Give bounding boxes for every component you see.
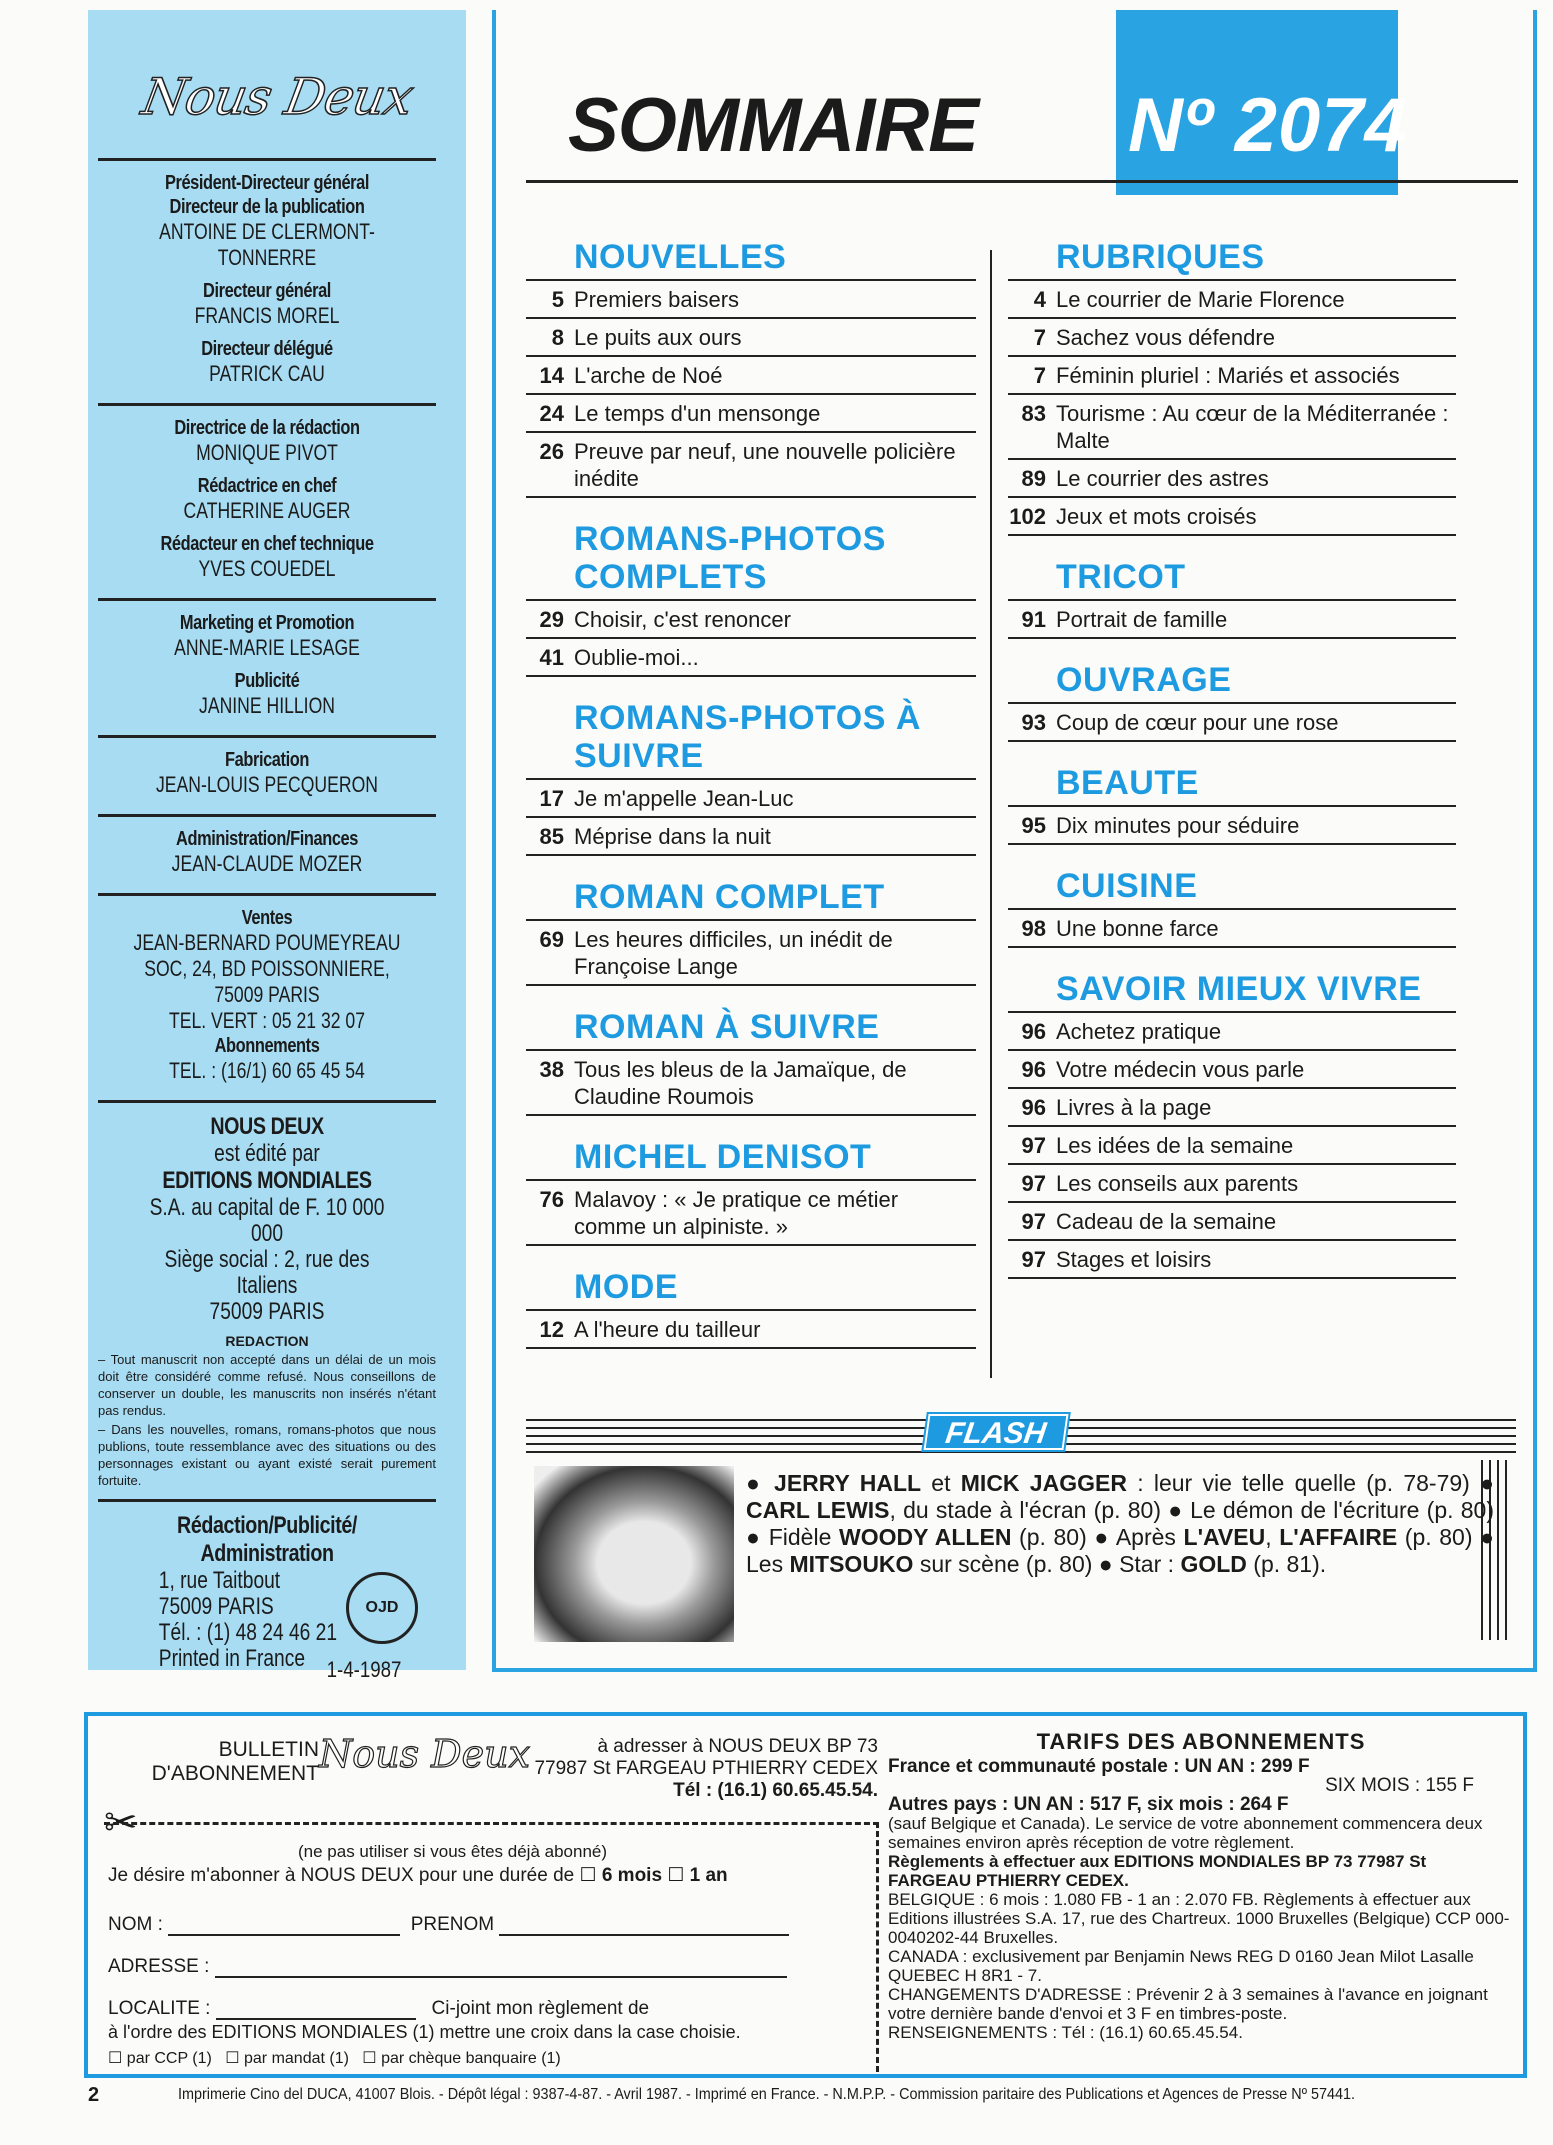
toc-entry (526, 601, 976, 639)
toc-entry-title: Premiers baisers (574, 287, 740, 312)
tarifs-block (888, 1729, 1514, 2042)
toc-entry-title: Choisir, c'est renoncer (574, 607, 791, 632)
logo (88, 68, 466, 138)
printed-in: Printed in France (158, 1645, 306, 1672)
ventes-address: SOC, 24, BD POISSONNIERE, 75009 PARIS (144, 956, 390, 1007)
toc-page-number: 7 (1033, 363, 1046, 388)
tarif-canada: CANADA : exclusivement par Benjamin News REG D 0160 Jean Milot Lasalle QUEBEC H 8R1 - 7. (888, 1947, 1474, 1985)
toc-section-heading: CUISINE (1056, 867, 1198, 905)
imprint-text: Imprimerie Cino del DUCA, 41007 Blois. - Dépôt légal : 9387-4-87. - Avril 1987. - Imprimé en France. - N.M.P.P. - Commission paritaire des Publications et Agences de Presse Nº 57441. (178, 2086, 1356, 2103)
tarif-france: France et communauté postale : UN AN : 299 F (888, 1756, 1310, 1777)
toc-entry-title: Une bonne farce (1056, 916, 1219, 941)
credit-name: JEAN-BERNARD POUMEYREAU (133, 930, 401, 955)
scissors-icon: ✂ (104, 1801, 138, 1845)
redaction-note: – Dans les nouvelles, romans, romans-photos que nous publions, toute ressemblance avec des situations ou des personnages existant ou ayant existé serait purement fortuite. (98, 1422, 436, 1488)
credit-role: Directeur délégué (201, 338, 333, 360)
toc-entry (1008, 1013, 1456, 1051)
toc-entry (526, 319, 976, 357)
flash-span: : leur vie telle quelle (p. 78-79) ● (1126, 1470, 1494, 1496)
toc-page-number: 41 (539, 645, 564, 670)
toc-right-column (1008, 238, 1456, 1301)
ventes-tel: TEL. VERT : 05 21 32 07 (168, 1008, 365, 1033)
flash-name: WOODY ALLEN (838, 1524, 1012, 1550)
toc-page-number: 97 (1021, 1209, 1046, 1234)
bulletin-title: BULLETIN D'ABONNEMENT (151, 1738, 319, 1785)
toc-section (1008, 764, 1456, 845)
address-line: 77987 St FARGEAU PTHIERRY CEDEX (534, 1758, 878, 1779)
checkbox-cheque[interactable]: ☐ (362, 2050, 377, 2067)
editor-block (98, 1100, 436, 1499)
toc-list (1008, 279, 1456, 536)
toc-entry (526, 921, 976, 986)
toc-entry (1008, 1089, 1456, 1127)
tarif-reglements: Règlements à effectuer aux EDITIONS MONDIALES BP 73 77987 St FARGEAU PTHIERRY CEDEX. (888, 1852, 1427, 1890)
toc-page-number: 96 (1021, 1057, 1046, 1082)
toc-entry-title: Votre médecin vous parle (1056, 1057, 1305, 1082)
credit-name: JANINE HILLION (199, 693, 335, 718)
redaction-title: REDACTION (225, 1333, 309, 1349)
toc-page-number: 95 (1021, 813, 1046, 838)
toc-section-heading: TRICOT (1056, 558, 1186, 596)
toc-entry-title: Coup de cœur pour une rose (1056, 710, 1339, 735)
toc-entry-title: Je m'appelle Jean-Luc (574, 786, 794, 811)
credit-group (98, 598, 436, 735)
toc-entry (1008, 601, 1456, 639)
editor-title: NOUS DEUX (210, 1113, 324, 1140)
toc-page-number: 76 (539, 1187, 564, 1212)
toc-section (526, 1268, 976, 1349)
toc-entry-title: Sachez vous défendre (1056, 325, 1275, 350)
nom-field[interactable] (168, 1934, 400, 1936)
credit-role: Ventes (241, 907, 293, 929)
toc-entry-title: Tous les bleus de la Jamaïque, de Claudine Roumois (574, 1057, 907, 1109)
toc-entry (1008, 807, 1456, 845)
toc-page-number: 14 (539, 363, 564, 388)
toc-entry (1008, 395, 1456, 460)
toc-entry (526, 1051, 976, 1116)
toc-entry (1008, 704, 1456, 742)
toc-entry-title: Stages et loisirs (1056, 1247, 1212, 1272)
toc-entry (1008, 1165, 1456, 1203)
toc-entry (526, 357, 976, 395)
toc-page-number: 89 (1021, 466, 1046, 491)
adresse-label: ADRESSE : (108, 1956, 210, 1977)
credit-role: Administration/Finances (176, 828, 358, 850)
toc-list (526, 1179, 976, 1246)
toc-entry (1008, 357, 1456, 395)
credit-name: ANTOINE DE CLERMONT-TONNERRE (159, 219, 375, 270)
toc-section-heading: ROMAN COMPLET (574, 878, 885, 916)
toc-entry-title: Le puits aux ours (574, 325, 742, 350)
flash-section (526, 1410, 1516, 1650)
credit-name: CATHERINE AUGER (183, 498, 351, 523)
flash-name: MITSOUKO (789, 1551, 914, 1577)
pay-cheque: par chèque banquaire (1) (381, 2050, 561, 2067)
toc-list (526, 778, 976, 856)
toc-page-number: 97 (1021, 1133, 1046, 1158)
flash-text: ● JERRY HALL et MICK JAGGER : leur vie telle quelle (p. 78-79) ● CARL LEWIS, du stade à l'écran (p. 80) ● Le démon de l'écriture (p. 80) ● Fidèle WOODY ALLEN (p. 80) ● Après L'AVEU, L'AFFAIRE (p. 80) ● Les MITSOUKO sur scène (p. 80) ● Star : GOLD (p. 81). (746, 1470, 1494, 1577)
adresse-field[interactable] (215, 1976, 787, 1978)
toc-page-number: 97 (1021, 1171, 1046, 1196)
toc-list (526, 599, 976, 677)
flash-badge: FLASH (923, 1414, 1068, 1450)
toc-entry (526, 1181, 976, 1246)
contents-panel (492, 10, 1537, 1672)
logo-text: Nous Deux (137, 68, 417, 126)
toc-page-number: 69 (539, 927, 564, 952)
admin-city: 75009 PARIS (158, 1593, 274, 1620)
flash-portrait-photo (534, 1466, 734, 1642)
credits (98, 158, 436, 1689)
desire-text: Je désire m'abonner à NOUS DEUX pour une durée de (108, 1865, 575, 1886)
toc-section (526, 520, 976, 677)
editor-city: 75009 PARIS (209, 1298, 325, 1325)
tarifs-title: TARIFS DES ABONNEMENTS (1036, 1729, 1366, 1754)
ojd-seal-icon (346, 1572, 418, 1644)
subscription-coupon (84, 1712, 1527, 2078)
toc-page-number: 96 (1021, 1019, 1046, 1044)
toc-entry (1008, 910, 1456, 948)
prenom-label: PRENOM (410, 1914, 495, 1935)
credit-role: Président-Directeur général (164, 172, 370, 194)
flash-name: JERRY HALL (774, 1470, 922, 1496)
cijoint-text: Ci-joint mon règlement de (431, 1998, 650, 2019)
ojd-label: OJD (365, 1599, 399, 1616)
payment-options (108, 2048, 561, 2068)
toc-section (526, 1008, 976, 1116)
prenom-field[interactable] (499, 1934, 789, 1936)
pay-ccp: par CCP (1) (126, 2050, 212, 2067)
toc-entry-title: Méprise dans la nuit (574, 824, 771, 849)
credit-role: Fabrication (225, 749, 309, 771)
credit-name: YVES COUEDEL (198, 556, 336, 581)
toc-section-heading: ROMANS-PHOTOS À SUIVRE (574, 699, 921, 775)
toc-entry (526, 281, 976, 319)
toc-entry-title: Jeux et mots croisés (1056, 504, 1257, 529)
flash-name: CARL LEWIS (746, 1497, 890, 1523)
toc-page-number: 102 (1009, 504, 1046, 529)
toc-entry (526, 818, 976, 856)
toc-entry (526, 433, 976, 498)
toc-section-heading: RUBRIQUES (1056, 238, 1265, 276)
credit-group (98, 893, 436, 1100)
admin-street: 1, rue Taitbout (158, 1567, 281, 1594)
toc-entry-title: Achetez pratique (1056, 1019, 1222, 1044)
toc-section-heading: BEAUTE (1056, 764, 1199, 802)
toc-section-heading: ROMANS-PHOTOS COMPLETS (574, 520, 886, 596)
toc-entry-title: Livres à la page (1056, 1095, 1212, 1120)
editor-name: EDITIONS MONDIALES (162, 1167, 372, 1194)
flash-name: L'AVEU (1183, 1524, 1266, 1550)
checkbox-mandat[interactable]: ☐ (225, 2050, 240, 2067)
credit-name: PATRICK CAU (209, 361, 325, 386)
editor-line: est édité par (214, 1140, 320, 1167)
credit-group (98, 403, 436, 598)
flash-span: sur scène (p. 80) ● Star : (913, 1551, 1181, 1577)
nom-row (108, 1914, 789, 1936)
toc-section-heading: MODE (574, 1268, 678, 1306)
toc-section-heading: ROMAN À SUIVRE (574, 1008, 880, 1046)
toc-list (1008, 908, 1456, 948)
page-title (568, 80, 1518, 180)
flash-span: (p. 80) ● Après (1011, 1524, 1184, 1550)
toc-page-number: 5 (551, 287, 564, 312)
credit-group (98, 735, 436, 814)
toc-page-number: 98 (1021, 916, 1046, 941)
flash-span: et (921, 1470, 961, 1496)
toc-entry (1008, 460, 1456, 498)
toc-page-number: 12 (539, 1317, 564, 1342)
admin-block (98, 1499, 436, 1689)
abonnements-tel: TEL. : (16/1) 60 65 45 54 (169, 1058, 365, 1083)
toc-section (526, 1138, 976, 1246)
toc-entry-title: Le courrier de Marie Florence (1056, 287, 1345, 312)
toc-list (1008, 805, 1456, 845)
toc-entry (1008, 1203, 1456, 1241)
toc-page-number: 93 (1021, 710, 1046, 735)
toc-section (526, 699, 976, 856)
credit-name: MONIQUE PIVOT (196, 440, 338, 465)
toc-entry-title: Cadeau de la semaine (1056, 1209, 1277, 1234)
toc-list (526, 919, 976, 986)
toc-list (526, 1309, 976, 1349)
credit-name: ANNE-MARIE LESAGE (174, 635, 360, 660)
title-rule (526, 180, 1518, 183)
credit-group (98, 814, 436, 893)
flash-name: L'AFFAIRE (1279, 1524, 1398, 1550)
toc-entry-title: Preuve par neuf, une nouvelle policière inédite (574, 439, 956, 491)
credit-role: Publicité (234, 670, 300, 692)
tarif-autres: Autres pays : UN AN : 517 F, six mois : 264 F (888, 1794, 1289, 1815)
tarif-renseignements: RENSEIGNEMENTS : Tél : (16.1) 60.65.45.54. (888, 2023, 1243, 2042)
toc-section-heading: NOUVELLES (574, 238, 787, 276)
toc-entry-title: Portrait de famille (1056, 607, 1228, 632)
issue-number: Nº 2074 (1128, 83, 1408, 168)
toc-entry-title: L'arche de Noé (574, 363, 723, 388)
toc-entry-title: Le courrier des astres (1056, 466, 1269, 491)
coupon-address (506, 1736, 878, 1802)
toc-section-heading: SAVOIR MIEUX VIVRE (1056, 970, 1422, 1008)
flash-name: GOLD (1180, 1551, 1247, 1577)
address-line: à adresser à NOUS DEUX BP 73 (597, 1736, 878, 1757)
flash-span: , du stade à l'écran (p. 80) ● Le démon de l'écriture (p. 80) ● Fidèle (746, 1497, 1494, 1550)
toc-entry-title: Dix minutes pour séduire (1056, 813, 1300, 838)
toc-section (526, 878, 976, 986)
localite-row (108, 1998, 649, 2020)
checkbox-1-an[interactable]: ☐ (667, 1865, 685, 1886)
column-divider (990, 250, 992, 1378)
form-desire (108, 1864, 728, 1887)
masthead-sidebar (88, 10, 466, 1682)
toc-entry (1008, 281, 1456, 319)
credit-role: Directrice de la rédaction (174, 417, 360, 439)
toc-section (1008, 238, 1456, 536)
address-tel: Tél : (16.1) 60.65.45.54. (673, 1780, 878, 1801)
toc-entry (526, 1311, 976, 1349)
toc-section (1008, 970, 1456, 1279)
toc-list (526, 279, 976, 498)
tarif-changements: CHANGEMENTS D'ADRESSE : Prévenir 2 à 3 semaines à l'avance en joignant votre dernière bande d'envoi et 3 F en timbres-poste. (888, 1985, 1488, 2023)
toc-page-number: 17 (539, 786, 564, 811)
toc-page-number: 4 (1033, 287, 1046, 312)
toc-page-number: 7 (1033, 325, 1046, 350)
toc-section (1008, 661, 1456, 742)
toc-page-number: 85 (539, 824, 564, 849)
toc-page-number: 26 (539, 439, 564, 464)
toc-entry-title: Les conseils aux parents (1056, 1171, 1299, 1196)
toc-section (1008, 867, 1456, 948)
flash-span: (p. 81). (1246, 1551, 1327, 1577)
toc-entry-title: Malavoy : « Je pratique ce métier comme un alpiniste. » (574, 1187, 899, 1239)
toc-page-number: 24 (539, 401, 564, 426)
toc-page-number: 8 (551, 325, 564, 350)
tarif-belgique: BELGIQUE : 6 mois : 1.080 FB - 1 an : 2.070 FB. Règlements à effectuer aux Editions illustrées S.A. 17, rue des Chartreux. 1000 Bruxelles (Belgique) CCP 000-0040202-44 Bruxelles. (888, 1890, 1510, 1947)
toc-entry-title: Les idées de la semaine (1056, 1133, 1294, 1158)
toc-entry (1008, 1051, 1456, 1089)
toc-list (1008, 1011, 1456, 1279)
toc-left-column (526, 238, 976, 1371)
toc-entry-title: Féminin pluriel : Mariés et associés (1056, 363, 1400, 388)
toc-page-number: 38 (539, 1057, 564, 1082)
toc-entry (526, 780, 976, 818)
toc-page-number: 97 (1021, 1247, 1046, 1272)
toc-entry (526, 395, 976, 433)
ordre-text: à l'ordre des EDITIONS MONDIALES (1) mettre une croix dans la case choisie. (108, 2022, 741, 2042)
issue-date: 1-4-1987 (326, 1657, 402, 1682)
credit-role: Directeur de la publication (169, 196, 365, 218)
toc-entry (1008, 1127, 1456, 1165)
toc-section-heading: MICHEL DENISOT (574, 1138, 872, 1176)
toc-page-number: 96 (1021, 1095, 1046, 1120)
toc-entry-title: Oublie-moi... (574, 645, 699, 670)
toc-section-heading: OUVRAGE (1056, 661, 1232, 699)
toc-entry-title: Tourisme : Au cœur de la Méditerranée : Malte (1056, 401, 1449, 453)
redaction-note: – Tout manuscrit non accepté dans un délai de un mois doit être considéré comme refusé. Nous conseillons de conserver un double, les manuscrits non insérés n'étant pas rendus. (98, 1352, 436, 1418)
admin-title: Rédaction/Publicité/ Administration (177, 1512, 357, 1567)
credit-name: JEAN-CLAUDE MOZER (171, 851, 363, 876)
flash-span: , (1265, 1524, 1280, 1550)
nom-label: NOM : (108, 1914, 163, 1935)
credit-role: Marketing et Promotion (179, 612, 355, 634)
editor-capital: S.A. au capital de F. 10 000 000 (149, 1194, 385, 1247)
credit-name: FRANCIS MOREL (194, 303, 340, 328)
flash-name: MICK JAGGER (960, 1470, 1127, 1496)
credit-role: Rédactrice en chef (197, 475, 337, 497)
toc-list (526, 1049, 976, 1116)
pay-mandat: par mandat (1) (244, 2050, 349, 2067)
form-note: (ne pas utiliser si vous êtes déjà abonné) (298, 1842, 608, 1861)
toc-page-number: 91 (1021, 607, 1046, 632)
credit-role: Rédacteur en chef technique (160, 533, 374, 555)
page-number: 2 (88, 2084, 100, 2106)
toc-page-number: 29 (539, 607, 564, 632)
coupon-logo: Nous Deux (319, 1732, 531, 1776)
toc-entry (526, 639, 976, 677)
option-6-mois: 6 mois (601, 1865, 663, 1886)
toc-entry (1008, 498, 1456, 536)
option-1-an: 1 an (689, 1865, 728, 1886)
localite-field[interactable] (216, 2018, 416, 2020)
adresse-row (108, 1956, 787, 1978)
credit-name: JEAN-LOUIS PECQUERON (156, 772, 378, 797)
localite-label: LOCALITE : (108, 1998, 211, 2019)
admin-tel: Tél. : (1) 48 24 46 21 (158, 1619, 338, 1646)
toc-list (1008, 702, 1456, 742)
abonnements-title: Abonnements (214, 1035, 320, 1057)
toc-section (526, 238, 976, 498)
checkbox-ccp[interactable]: ☐ (108, 2050, 123, 2067)
toc-entry (1008, 1241, 1456, 1279)
editor-siege: Siège social : 2, rue des Italiens (164, 1246, 370, 1299)
toc-list (1008, 599, 1456, 639)
toc-entry (1008, 319, 1456, 357)
toc-entry-title: A l'heure du tailleur (574, 1317, 761, 1342)
toc-entry-title: Le temps d'un mensonge (574, 401, 821, 426)
flash-span: (p. 80) ● Les (746, 1524, 1494, 1577)
checkbox-6-mois[interactable]: ☐ (579, 1865, 597, 1886)
credit-group (98, 158, 436, 403)
toc-section (1008, 558, 1456, 639)
tarif-sauf: (sauf Belgique et Canada). Le service de votre abonnement commencera deux semaines environ après réception de votre règlement. (888, 1814, 1483, 1852)
title-sommaire: SOMMAIRE (568, 83, 978, 168)
credit-role: Directeur général (203, 280, 331, 302)
toc-page-number: 83 (1021, 401, 1046, 426)
toc-entry-title: Les heures difficiles, un inédit de Françoise Lange (574, 927, 893, 979)
tarif-france-6: SIX MOIS : 155 F (1325, 1775, 1474, 1796)
